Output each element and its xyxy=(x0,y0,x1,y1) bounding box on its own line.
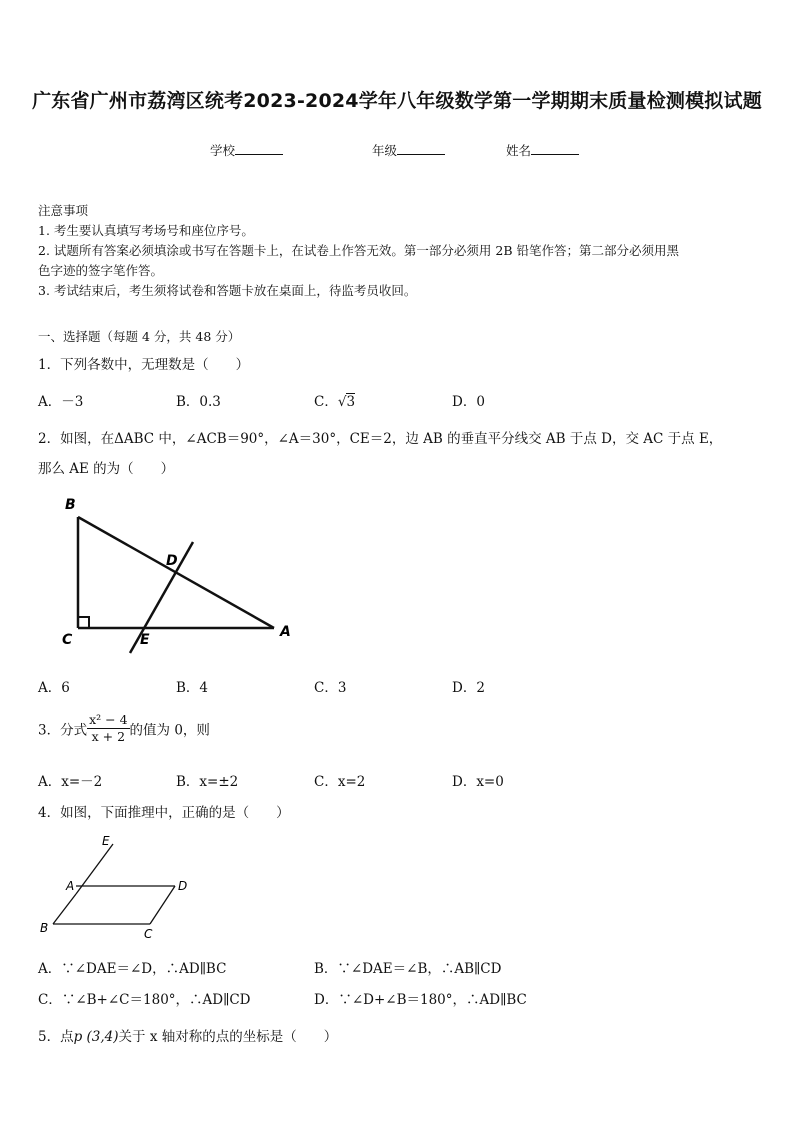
q1-sqrt-value: 3 xyxy=(346,394,356,410)
q3-stem xyxy=(38,712,210,745)
q2-label-c: C xyxy=(62,632,73,648)
q1-stem: 1．下列各数中，无理数是（ ） xyxy=(38,357,250,373)
q2-option-a[interactable]: A．6 xyxy=(38,680,70,696)
grade-blank[interactable] xyxy=(397,142,445,155)
notice-heading: 注意事项 xyxy=(38,203,89,218)
q3-prefix: 3．分式 xyxy=(38,722,88,739)
q3-option-a[interactable]: A．x=－2 xyxy=(38,774,103,790)
school-field[interactable] xyxy=(210,141,283,159)
q2-option-c[interactable]: C．3 xyxy=(314,680,347,696)
sqrt-icon: √ xyxy=(337,394,347,410)
q2-label-a: A xyxy=(280,624,291,640)
q1-option-c[interactable] xyxy=(314,390,355,410)
q2-label-d: D xyxy=(166,553,178,569)
q3-denominator: x + 2 xyxy=(91,729,126,744)
q4-label-e: E xyxy=(102,834,110,848)
grade-field[interactable] xyxy=(372,141,445,159)
q2-label-e: E xyxy=(140,632,150,648)
q1-option-a[interactable]: A．－3 xyxy=(38,394,84,410)
q4-option-c[interactable]: C．∵∠B+∠C＝180°，∴AD∥CD xyxy=(38,992,251,1008)
name-label: 姓名 xyxy=(506,143,532,158)
section-heading: 一、选择题（每题 4 分，共 48 分） xyxy=(38,329,241,344)
q2-stem: 2．如图，在ΔABC 中，∠ACB＝90°，∠A＝30°，CE＝2，边 AB 的垂直平分线交 AB 于点 D，交 AC 于点 E， xyxy=(38,431,723,447)
right-angle-icon xyxy=(78,617,89,628)
q3-fraction xyxy=(87,712,129,745)
q1-option-b[interactable]: B．0.3 xyxy=(176,394,221,410)
notice-item: 色字迹的签字笔作答。 xyxy=(38,263,164,278)
q3-option-c[interactable]: C．x=2 xyxy=(314,774,366,790)
name-field[interactable] xyxy=(506,141,579,159)
q5-point: p (3,4) xyxy=(73,1029,119,1045)
school-label: 学校 xyxy=(210,143,236,158)
q1-option-c-label: C． xyxy=(314,394,338,410)
q4-label-a: A xyxy=(66,879,75,893)
exam-title: 广东省广州市荔湾区统考2023-2024学年八年级数学第一学期期末质量检测模拟试题 xyxy=(32,90,762,112)
notice-block xyxy=(38,201,679,301)
q1-option-d[interactable]: D．0 xyxy=(452,394,485,410)
q4-option-a[interactable]: A．∵∠DAE＝∠D，∴AD∥BC xyxy=(38,961,227,977)
q4-parallelogram-figure xyxy=(36,832,206,944)
q4-option-d[interactable]: D．∵∠D+∠B＝180°，∴AD∥BC xyxy=(314,992,527,1008)
q3-suffix: 的值为 0，则 xyxy=(129,722,210,739)
q5-stem xyxy=(38,1025,337,1045)
notice-item: 1. 考生要认真填写考场号和座位序号。 xyxy=(38,223,254,238)
q4-label-b: B xyxy=(40,921,49,935)
q4-option-b[interactable]: B．∵∠DAE＝∠B，∴AB∥CD xyxy=(314,961,502,977)
q2-stem-2: 那么 AE 的为（ ） xyxy=(38,461,175,477)
school-blank[interactable] xyxy=(235,142,283,155)
q2-option-b[interactable]: B．4 xyxy=(176,680,209,696)
notice-item: 2. 试题所有答案必须填涂或书写在答题卡上，在试卷上作答无效。第一部分必须用 2B 铅笔作答；第二部分必须用黑 xyxy=(38,243,679,258)
q3-numerator: x² − 4 xyxy=(89,712,128,727)
q3-option-b[interactable]: B．x=±2 xyxy=(176,774,239,790)
q4-label-c: C xyxy=(144,927,153,941)
q3-option-d[interactable]: D．x=0 xyxy=(452,774,504,790)
q5-prefix: 5．点 xyxy=(38,1029,74,1045)
notice-item: 3. 考试结束后，考生须将试卷和答题卡放在桌面上，待监考员收回。 xyxy=(38,283,417,298)
grade-label: 年级 xyxy=(372,143,398,158)
q2-triangle-figure xyxy=(50,490,310,660)
name-blank[interactable] xyxy=(531,142,579,155)
q4-label-d: D xyxy=(178,879,188,893)
q5-suffix: 关于 x 轴对称的点的坐标是（ ） xyxy=(118,1029,338,1045)
q2-option-d[interactable]: D．2 xyxy=(452,680,485,696)
q2-label-b: B xyxy=(65,497,76,513)
q4-side-dc xyxy=(150,886,175,924)
q4-side-ab xyxy=(53,894,76,924)
q4-stem: 4．如图，下面推理中，正确的是（ ） xyxy=(38,805,290,821)
